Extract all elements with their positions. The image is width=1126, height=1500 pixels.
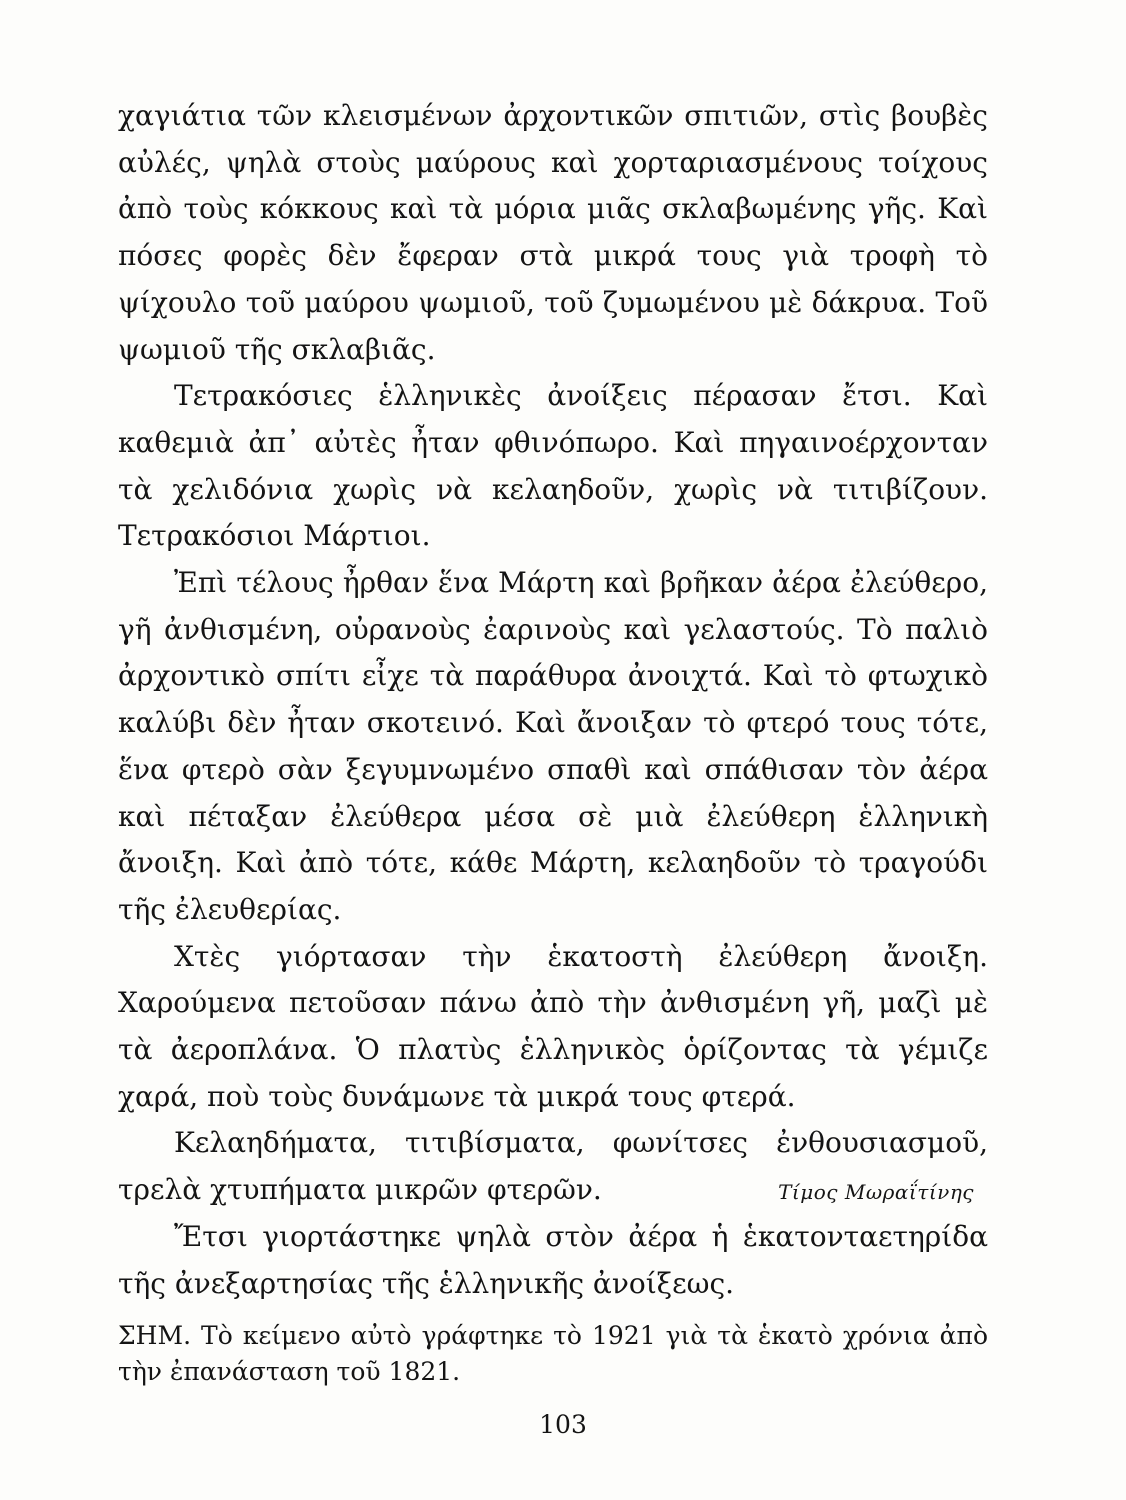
paragraph: Τετρακόσιες ἑλληνικὲς ἀνοίξεις πέρασαν ἔτσι. Καὶ καθεμιὰ ἀπ᾽ αὐτὲς ἦταν φθινόπωρο. Καὶ πηγαινοέρχονταν τὰ χελιδόνια χωρὶς νὰ κελαηδοῦν, χωρὶς νὰ τιτιβίζουν. Τετρακόσιοι Μάρτιοι. [118, 379, 988, 553]
author-signature: Τίμος Μωραΐτίνης [778, 1180, 974, 1204]
footnote: ΣΗΜ. Τὸ κείμενο αὐτὸ γράφτηκε τὸ 1921 γιὰ τὰ ἑκατὸ χρόνια ἀπὸ τὴν ἐπανάσταση τοῦ 1821. [118, 1321, 988, 1386]
paragraph: Ἔτσι γιορτάστηκε ψηλὰ στὸν ἀέρα ἡ ἑκατονταετηρίδα τῆς ἀνεξαρτησίας τῆς ἑλληνικῆς ἀνοίξεως. [118, 1219, 988, 1300]
main-text [118, 93, 988, 1307]
paragraph: Κελαηδήματα, τιτιβίσματα, φωνίτσες ἐνθουσιασμοῦ, τρελὰ χτυπήματα μικρῶν φτερῶν. [118, 1126, 988, 1207]
paragraph-continued: χαγιάτια τῶν κλεισμένων ἀρχοντικῶν σπιτιῶν, στὶς βουβὲς αὐλές, ψηλὰ στοὺς μαύρους καὶ χορταριασμένους τοίχους ἀπὸ τοὺς κόκκους καὶ τὰ μόρια μιᾶς σκλαβωμένης γῆς. Καὶ πόσες φορὲς δὲν ἔφεραν στὰ μικρά τους γιὰ τροφὴ τὸ ψίχουλο τοῦ μαύρου ψωμιοῦ, τοῦ ζυμωμένου μὲ δάκρυα. Τοῦ ψωμιοῦ τῆς σκλαβιᾶς. [118, 99, 988, 366]
paragraph: Χτὲς γιόρτασαν τὴν ἑκατοστὴ ἐλεύθερη ἄνοιξη. Χαρούμενα πετοῦσαν πάνω ἀπὸ τὴν ἀνθισμένη γῆ, μαζὶ μὲ τὰ ἀεροπλάνα. Ὁ πλατὺς ἑλληνικὸς ὁρίζοντας τὰ γέμιζε χαρά, ποὺ τοὺς δυνάμωνε τὰ μικρά τους φτερά. [118, 939, 988, 1113]
paragraph: Ἐπὶ τέλους ἦρθαν ἕνα Μάρτη καὶ βρῆκαν ἀέρα ἐλεύθερο, γῆ ἀνθισμένη, οὐρανοὺς ἐαρινοὺς καὶ γελαστούς. Τὸ παλιὸ ἀρχοντικὸ σπίτι εἶχε τὰ παράθυρα ἀνοιχτά. Καὶ τὸ φτωχικὸ καλύβι δὲν ἦταν σκοτεινό. Καὶ ἄνοιξαν τὸ φτερό τους τότε, ἕνα φτερὸ σὰν ξεγυμνωμένο σπαθὶ καὶ σπάθισαν τὸν ἀέρα καὶ πέταξαν ἐλεύθερα μέσα σὲ μιὰ ἐλεύθερη ἑλληνικὴ ἄνοιξη. Καὶ ἀπὸ τότε, κάθε Μάρτη, κελαηδοῦν τὸ τραγούδι τῆς ἐλευθερίας. [118, 566, 988, 926]
page-number: 103 [539, 1410, 587, 1439]
